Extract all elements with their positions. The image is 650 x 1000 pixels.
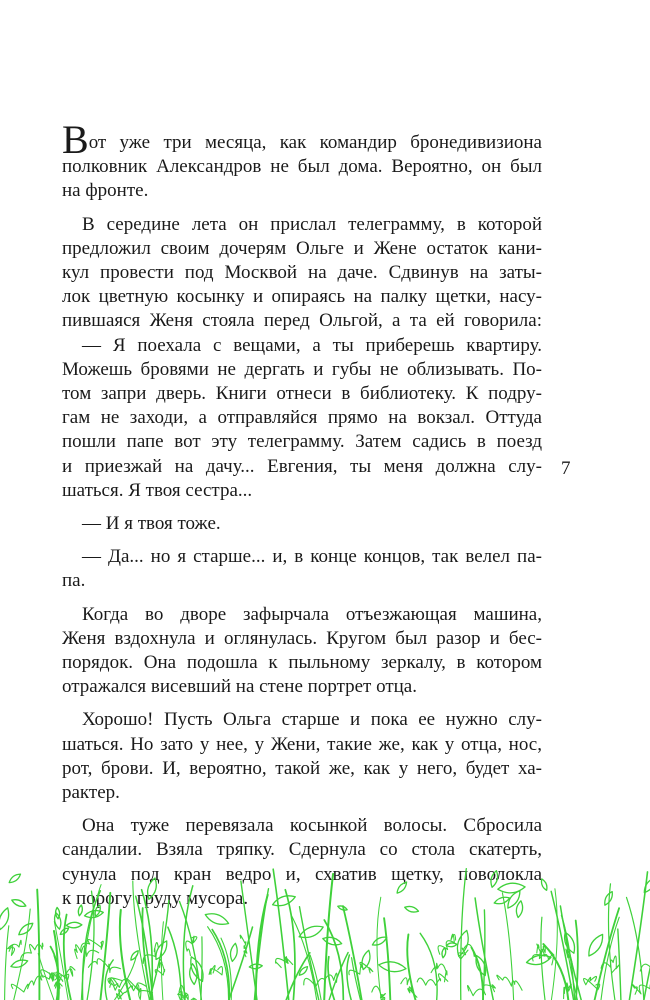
paragraph-4: — И я твоя тоже. <box>82 513 221 535</box>
paragraph-7: Хорошо! Пусть Ольга старше и пока ее нужно слу- шаться. Но зато у нее, у Жени, такие же, как у отца, нос, рот, брови. И, вероятно, такой же, как у него, будет ха- рактер. <box>62 709 542 804</box>
page-number: 7 <box>561 458 571 479</box>
paragraph-6: Когда во дворе зафырчала отъезжающая машина, Женя вздохнула и оглянулась. Кругом был разор и бес- порядок. Она подошла к пыльному зеркалу, в котором отражался висевший на стене портрет отца. <box>62 603 542 698</box>
paragraph-2: В середине лета он прислал телеграмму, в которой предложил своим дочерям Ольге и Жене остаток кани- кул провести под Москвой на даче. Сдвинув на заты- лок цветную косынку и опираясь на палку щетки, насу- пившаяся Женя стояла перед Ольгой, а та ей говорила: <box>62 213 542 332</box>
paragraph-5: — Да... но я старше... и, в конце концов, так велел па- па. <box>62 546 542 592</box>
grass-illustration-icon <box>0 860 650 1000</box>
paragraph-3: — Я поехала с вещами, а ты приберешь квартиру. Можешь бровями не дергать и губы не облизывать. По- том запри дверь. Книги отнеси в библиотеку. К подру- гам не заходи, а отправляйся прямо на вокзал. Оттуда пошли папе вот эту телеграмму. Затем садись в поезд и приезжай на дачу... Евгения, ты меня должна слу- шаться. Я твоя сестра... <box>62 334 542 501</box>
page-text <box>62 117 542 911</box>
paragraph-1: Вот уже три месяца, как командир бронедивизиона полковник Александров не был дома. Вероятно, он был на фронте. <box>62 117 542 202</box>
drop-cap: В <box>62 117 89 162</box>
paragraph-8: Она туже перевязала косынкой волосы. Сбросила сандалии. Взяла тряпку. Сдернула со стола скатерть, сунула под кран ведро и, схватив щетку, поволокла к порогу груду мусора. <box>62 815 542 909</box>
